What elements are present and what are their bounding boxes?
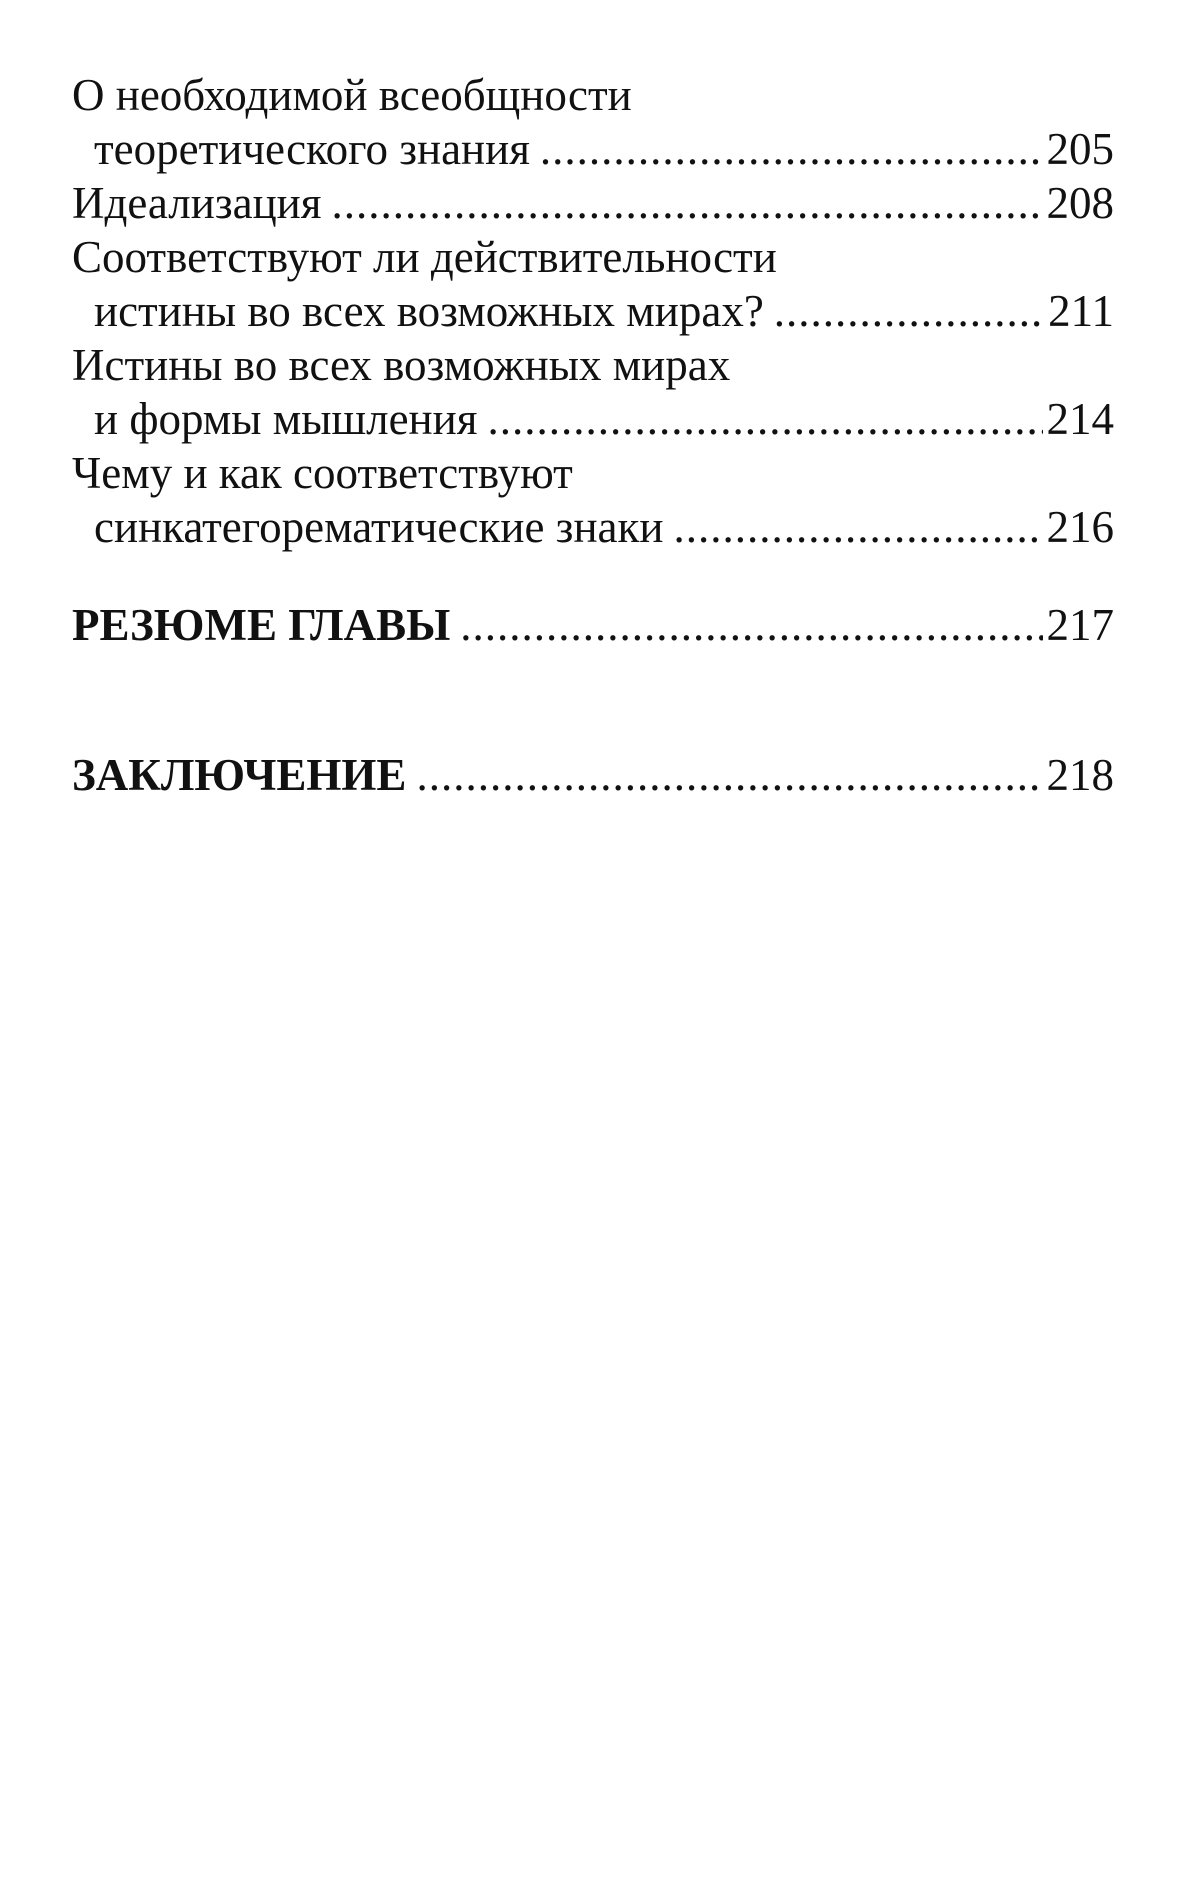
table-of-contents xyxy=(72,68,1114,802)
toc-entry-title: и формы мышления xyxy=(94,394,478,444)
toc-entry-line xyxy=(72,68,1114,122)
dot-leader xyxy=(416,748,1042,802)
toc-leader-row xyxy=(72,176,1114,230)
toc-entry-title: О необходимой всеобщности xyxy=(72,70,632,120)
toc-section-summary xyxy=(72,598,1114,652)
toc-entry-line xyxy=(72,284,1114,338)
toc-entry-title: Соответствуют ли действительности xyxy=(72,232,777,282)
toc-section-conclusion xyxy=(72,748,1114,802)
toc-entry-line xyxy=(72,122,1114,176)
dot-leader xyxy=(540,122,1043,176)
toc-entry-title: Истины во всех возможных мирах xyxy=(72,340,731,390)
toc-entry-title: Идеализация xyxy=(72,178,322,228)
toc-entry-line xyxy=(72,446,1114,500)
toc-entry-title: истины во всех возможных мирах? xyxy=(94,286,764,336)
dot-leader xyxy=(487,392,1042,446)
toc-entry-title: синкатегорематические знаки xyxy=(94,502,664,552)
dot-leader xyxy=(460,598,1042,652)
toc-leader-row xyxy=(94,392,1114,446)
toc-entry-line xyxy=(72,392,1114,446)
toc-entry-line xyxy=(72,338,1114,392)
page-number: 208 xyxy=(1046,178,1114,228)
toc-leader-row xyxy=(72,598,1114,652)
spacer xyxy=(72,652,1114,748)
section-heading: РЕЗЮМЕ ГЛАВЫ xyxy=(72,600,451,650)
dot-leader xyxy=(774,284,1044,338)
page-number: 214 xyxy=(1046,394,1114,444)
toc-entry-line xyxy=(72,500,1114,554)
section-heading: ЗАКЛЮЧЕНИЕ xyxy=(72,750,407,800)
toc-entry-line xyxy=(72,176,1114,230)
dot-leader xyxy=(673,500,1042,554)
toc-leader-row xyxy=(94,122,1114,176)
page-number: 217 xyxy=(1046,600,1114,650)
toc-leader-row xyxy=(94,500,1114,554)
page-number: 211 xyxy=(1048,286,1114,336)
toc-entry-title: Чему и как соответствуют xyxy=(72,448,573,498)
dot-leader xyxy=(331,176,1042,230)
toc-leader-row xyxy=(94,284,1114,338)
toc-leader-row xyxy=(72,748,1114,802)
page-number: 218 xyxy=(1046,750,1114,800)
spacer xyxy=(72,554,1114,598)
toc-entry-line xyxy=(72,230,1114,284)
page-number: 216 xyxy=(1046,502,1114,552)
toc-entry-title: теоретического знания xyxy=(94,124,530,174)
page-number: 205 xyxy=(1046,124,1114,174)
